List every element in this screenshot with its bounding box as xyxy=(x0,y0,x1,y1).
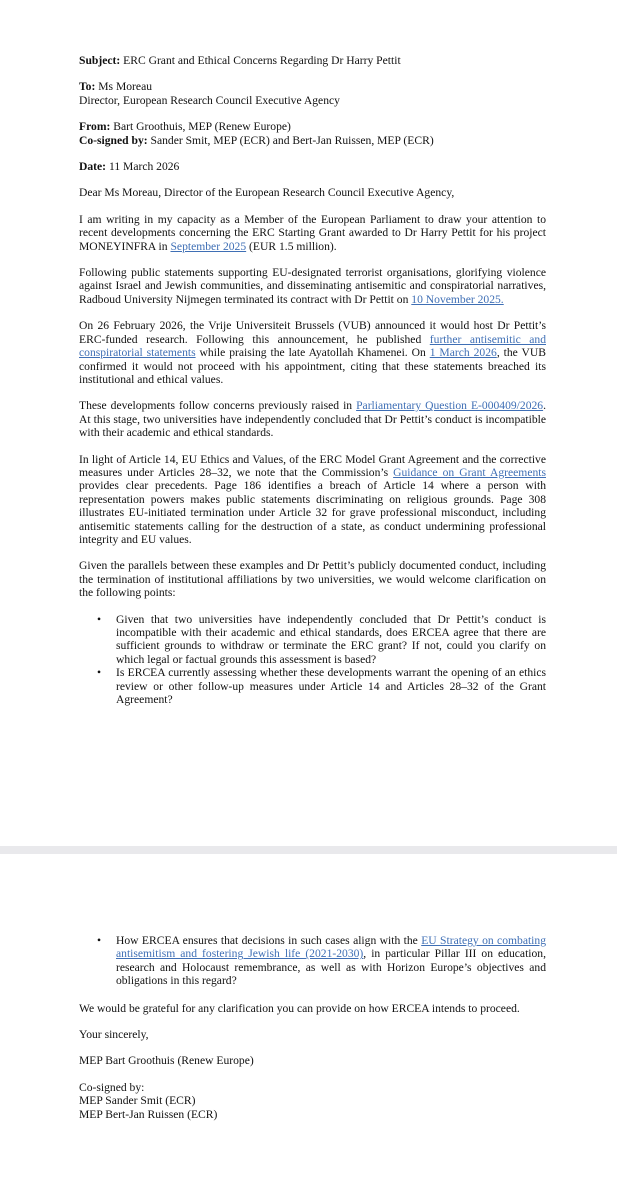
sender-block xyxy=(79,120,546,147)
list-item-text: Is ERCEA currently assessing whether these developments warrant the opening of an ethics review or other follow-up measures under Article 14 and Articles 28–32 of the Grant Agreement? xyxy=(116,666,546,707)
paragraph-parliamentary-question xyxy=(79,399,546,439)
paragraph-text: On 26 February 2026, the Vrije Universiteit Brussels (VUB) announced it would host Dr Pettit’s ERC-funded research. Following this announcement, he published xyxy=(79,319,546,346)
cosigners-text: Sander Smit, MEP (ECR) and Bert-Jan Ruissen, MEP (ECR) xyxy=(150,133,434,147)
salutation: Dear Ms Moreau, Director of the European Research Council Executive Agency, xyxy=(79,186,455,200)
list-item-text: Given that two universities have independently concluded that Dr Pettit’s conduct is incompatible with their academic and ethical standards, does ERCEA agree that there are sufficient grounds to withdraw or terminate the ERC grant? If not, could you clarify on which legal or factual grounds this assessment is based? xyxy=(116,612,546,666)
list-item xyxy=(79,613,546,667)
paragraph-text: , the VUB confirmed it would not proceed with his appointment, citing that these statements breached its institutional and ethical values. xyxy=(79,346,546,386)
sign-off: Your sincerely, xyxy=(79,1028,149,1042)
subject-text: ERC Grant and Ethical Concerns Regarding Dr Harry Pettit xyxy=(123,54,401,67)
date-value: 11 March 2026 xyxy=(108,160,180,174)
from-label: From: xyxy=(79,120,111,134)
recipient-block xyxy=(79,80,546,107)
paragraph-text: I am writing in my capacity as a Member of the European Parliament to draw your attention to recent developments concerning the ERC Starting Grant awarded to Dr Harry Pettit for his project MONEYINFRA in xyxy=(79,212,546,253)
paragraph-text: In light of Article 14, EU Ethics and Values, of the ERC Model Grant Agreement and the corrective measures under Articles 28–32, we note that the Commission’s xyxy=(79,452,546,479)
paragraph-text: These developments follow concerns previously raised in xyxy=(79,399,357,413)
list-item xyxy=(79,666,546,706)
list-item-text: How ERCEA ensures that decisions in such cases align with the xyxy=(116,934,422,947)
subject-line xyxy=(79,54,546,67)
cosigned-label: Co-signed by: xyxy=(79,133,148,147)
recipient-title: Director, European Research Council Executive Agency xyxy=(79,93,340,107)
paragraph-vub xyxy=(79,319,546,386)
letter-body-page-1 xyxy=(79,54,546,719)
sender-name: Bart Groothuis, MEP (Renew Europe) xyxy=(113,120,291,134)
link-1-march-2026[interactable]: 1 March 2026 xyxy=(429,346,497,360)
paragraph-radboud xyxy=(79,266,546,306)
bullet-icon: • xyxy=(97,612,102,626)
date-label: Date: xyxy=(79,160,107,174)
list-item-text: , in particular Pillar III on education, research and Holocaust remembrance, as well as with Horizon Europe’s objectives and obligations in this regard? xyxy=(116,947,546,988)
cosigner-smit: MEP Sander Smit (ECR) xyxy=(79,1094,196,1108)
date-line xyxy=(79,160,546,173)
questions-list-continued xyxy=(79,934,546,988)
paragraph-text: provides clear precedents. Page 186 identifies a breach of Article 14 where a person with representation powers makes public statements discriminating on religious grounds. Page 308 illustrates EU-initiated termination under Article 32 for grave professional misconduct, including antisemitic statements calling for the destruction of a state, as conduct undermining professional integrity and EU values. xyxy=(79,479,546,546)
link-10-november-2025[interactable]: 10 November 2025. xyxy=(411,292,504,306)
link-eu-strategy-antisemitism[interactable]: EU Strategy on combating antisemitism and fostering Jewish life (2021-2030) xyxy=(116,934,546,961)
signature: MEP Bart Groothuis (Renew Europe) xyxy=(79,1054,254,1068)
paragraph-intro xyxy=(79,213,546,253)
paragraph-text: Following public statements supporting EU-designated terrorist organisations, glorifying violence against Israel and Jewish communities, and disseminating antisemitic and conspiratorial narratives, Radboud University Nijmegen terminated its contract with Dr Pettit on xyxy=(79,266,546,306)
list-item xyxy=(79,934,546,988)
bullet-icon: • xyxy=(97,934,102,947)
subject-label: Subject: xyxy=(79,54,121,67)
cosigner-ruissen: MEP Bert-Jan Ruissen (ECR) xyxy=(79,1107,218,1121)
closing-request: We would be grateful for any clarification you can provide on how ERCEA intends to proceed. xyxy=(79,1001,520,1015)
questions-list xyxy=(79,613,546,707)
letter-page-2 xyxy=(0,854,617,1200)
link-further-statements[interactable]: further antisemitic and conspiratorial statements xyxy=(79,332,546,360)
link-september-2025[interactable]: September 2025 xyxy=(170,239,247,253)
letter-body-page-2 xyxy=(79,934,546,1121)
paragraph-text: . At this stage, two universities have independently concluded that Dr Pettit’s conduct is incompatible with their academic and ethical standards. xyxy=(79,399,546,440)
paragraph-parallels: Given the parallels between these examples and Dr Pettit’s publicly documented conduct, including the termination of institutional affiliations by two universities, we would welcome clarification on the following points: xyxy=(79,559,546,600)
to-label: To: xyxy=(79,80,96,94)
bullet-icon: • xyxy=(97,666,102,680)
link-parliamentary-question[interactable]: Parliamentary Question E-000409/2026 xyxy=(356,399,544,413)
paragraph-text: while praising the late Ayatollah Khamenei. On xyxy=(195,346,430,360)
paragraph-article-14 xyxy=(79,453,546,547)
cosigned-by-label: Co-signed by: xyxy=(79,1080,145,1094)
link-guidance-grant-agreements[interactable]: Guidance on Grant Agreements xyxy=(393,465,546,479)
page-separator xyxy=(0,846,617,854)
recipient-name: Ms Moreau xyxy=(98,80,153,94)
paragraph-text: (EUR 1.5 million). xyxy=(246,239,337,253)
